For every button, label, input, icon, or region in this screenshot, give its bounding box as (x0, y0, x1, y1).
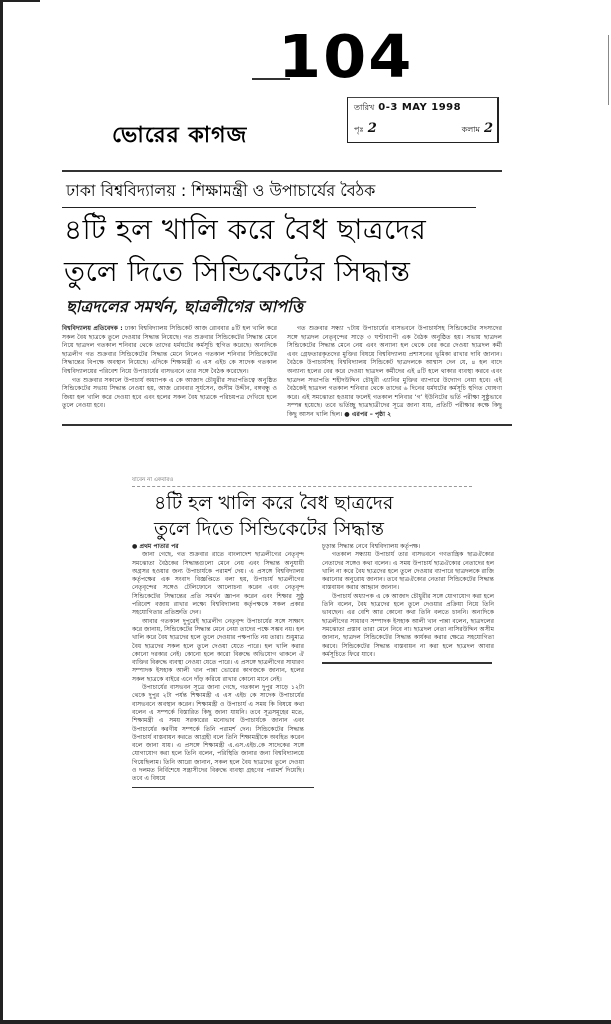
headline-line-1: ৪টি হল খালি করে বৈধ ছাত্রদের (64, 213, 427, 246)
article-bottom-rule (62, 424, 512, 426)
paragraph: গতকাল সন্ধ্যায় উপাচার্য তার বাসভবনে গণতান্ত্রিক ছাত্রঐক্যের নেতাদের সঙ্গেও কথা বলেন। এ সময় উপাচার্য ছাত্রঐক্যের নেতাদের হল খালি না করে বৈধ ছাত্রদের হলে তুলে দেওয়ার ব্যাপারে ছাত্রদলকে রাজি করানোর অনুরোধ জানান। তবে ছাত্রঐক্যের নেতারা সিন্ডিকেটের সিদ্ধান্ত বাস্তবায়ন করার আহ্বান জানান। (322, 551, 494, 592)
paragraph: উপাচার্যের বাসভবন সূত্রে জানা গেছে, গতকাল দুপুর সাড়ে ১২টা থেকে দুপুর ২টা পর্যন্ত শিক্ষামন্ত্রী এ এস এইচ কে সাদেক উপাচার্যের বাসভবনে অবস্থান করেন। শিক্ষামন্ত্রী ও উপাচার্য এ সময় কি বিষয়ে কথা বলেন এ সম্পর্কে বিস্তারিত কিছু জানা যায়নি। তবে সূত্রসমূহের মতে, শিক্ষামন্ত্রী এ সময় সরকারের মনোভাব উপাচার্যকে জানান এবং উপাচার্যের করণীয় সম্পর্কে তিনি পরামর্শ দেন। সিন্ডিকেটের সিদ্ধান্ত উপাচার্য বাস্তবায়ন করতে আগ্রহী বলে তিনি শিক্ষামন্ত্রীকে অবহিত করেন বলে জানা যায়। এ প্রসঙ্গে শিক্ষামন্ত্রী এ.এস.এইচ.কে সাদেকের সঙ্গে যোগাযোগ করা হলে তিনি বলেন, পরিস্থিতি জানার জন্য বিশ্ববিদ্যালয়ে গিয়েছিলাম। তিনি আরো জানান, সকল হলে বৈধ ছাত্রদের তুলে দেওয়া ও দলমত নির্বিশেষে সন্ত্রাসীদের বিরুদ্ধে ব্যবস্থা গ্রহণের পরামর্শ দিয়েছি। তবে এ বিষয়ে (132, 684, 304, 783)
article-column-right (287, 325, 502, 420)
paragraph: গত শুক্রবার সকালে উপাচার্য অধ্যাপক এ কে আজাদ চৌধুরীর সভাপতিত্বে অনুষ্ঠিত সিন্ডিকেটের সভায় সিদ্ধান্ত নেওয়া হয়, আজ রোববার সূর্যসেন, জসীম উদ্দীন, বঙ্গবন্ধু ও জিয়া হল খালি করে দেওয়া হবে এবং হলের সকল বৈধ ছাত্রকে পরিচয়পত্র দেখিয়ে হলে তুলে নেওয়া হবে। (62, 376, 277, 410)
paragraph (62, 325, 277, 377)
scan-border-top (0, 0, 40, 2)
stamp-page-value: 2 (367, 121, 377, 136)
paragraph-text: ঢাকা বিশ্ববিদ্যালয় সিন্ডিকেট আজ রোববার ৪টি হল খালি করে সকল বৈধ ছাত্রকে তুলে দেওয়ার সিদ্ধান্ত নিয়েছে। গত শুক্রবার সিন্ডিকেটের সিদ্ধান্ত মেনে নিয়ে ছাত্রদল গতকাল শনিবার থেকে তাদের ধর্মঘটের কর্মসূচি স্থগিত করেছে। অন্যদিকে ছাত্রলীগ গত শুক্রবার সিন্ডিকেটের সিদ্ধান্ত মেনে নিলেও গতকাল শনিবার সিন্ডিকেটের সিদ্ধান্তের বিপক্ষে অবস্থান নিয়েছে। এদিকে শিক্ষামন্ত্রী এ এস এইচ কে সাদেক গতকাল বিশ্ববিদ্যালয়ের পরিবেশ নিয়ে উপাচার্যের বাসভবনে তার সঙ্গে বৈঠক করেছেন। (62, 325, 277, 375)
paragraph-text: গত শুক্রবার সন্ধ্যা ৭টায় উপাচার্যের বাসভবনে উপাচার্যসহ সিন্ডিকেটের সদস্যদের সঙ্গে ছাত্রদল নেতৃবৃন্দের সাড়ে ৩ ঘণ্টাব্যাপী এক বৈঠক অনুষ্ঠিত হয়। সভায় ছাত্রদল সিন্ডিকেটের সিদ্ধান্ত মেনে নেয় এবং অন্যান্য হল থেকে বের করে দেওয়া ছাত্রদল কর্মী এবং গ্রেফতারকৃতদের মুক্তির বিষয়ে বিশ্ববিদ্যালয় প্রশাসনের ভূমিকা রাখার দাবি জানান। বৈঠকে উপাচার্যসহ বিশ্ববিদ্যালয় সিন্ডিকেট ছাত্রদলকে আশ্বাস দেন যে, ৪ হল বাদে অন্যান্য হলের বের করে দেওয়া ছাত্রদল কর্মীদের এই ৪টি হলে থাকার ব্যবস্থা করবে এবং ছাত্রদল সভাপতি শহীদউদ্দিন চৌধুরী এ্যানির মুক্তির ব্যাপারে উদ্যোগ নেয়া হবে। এই বৈঠকেই ছাত্রদল গতকাল শনিবার থেকে তাদের ৬ দিনের ধর্মঘটের কর্মসূচি স্থগিত ঘোষণা করে। এই সমঝোতা হওয়ার ফলেই গতকাল শনিবার ‘গ’ ইউনিটের ভর্তি পরীক্ষা সুষ্ঠুভাবে সম্পন্ন হয়েছে। তবে ভর্তিচ্ছু ছাত্রছাত্রীদের সূত্রে জানা যায়, প্রতিটি পরীক্ষার কক্ষে কিছু কিছু আসন খালি ছিল। (287, 325, 502, 418)
article-column-left (62, 325, 277, 420)
stamp-page-label: পৃঃ (354, 125, 364, 134)
scan-border-right (608, 35, 609, 105)
article-kicker: ঢাকা বিশ্ববিদ্যালয় : শিক্ষামন্ত্রী ও উপাচার্যের বৈঠক (62, 172, 476, 208)
paragraph (287, 325, 502, 420)
stamp-date-label: তারিখ (354, 103, 375, 112)
continuation-column-right-wrap (322, 543, 494, 788)
stamp-column-value: 2 (483, 121, 493, 136)
stamp-date-value: 0-3 MAY 1998 (378, 102, 462, 113)
newspaper-masthead: ভোরের কাগজ (112, 122, 248, 148)
article-front-page (62, 170, 512, 426)
continuation-headline-line-1: ৪টি হল খালি করে বৈধ ছাত্রদের (154, 492, 394, 514)
continuation-left-bottom-rule (132, 787, 314, 789)
paragraph: চূড়ান্ত সিদ্ধান্ত নেবে বিশ্ববিদ্যালয় কর্তৃপক্ষ। (322, 543, 421, 550)
paragraph: জানা গেছে, গত শুক্রবার রাতে বাংলাদেশ ছাত্রলীগের নেতৃবৃন্দ সমঝোতা বৈঠকের সিদ্ধান্তগুলো মেনে নেয় এবং সিদ্ধান্ত অনুযায়ী অগ্রসর হওয়ার জন্য উপাচার্যকে পরামর্শ দেয়। এ প্রসঙ্গে বিশ্ববিদ্যালয় কর্তৃপক্ষের এক সংবাদ বিজ্ঞপ্তিতে বলা হয়, উপাচার্য ছাত্রলীগের নেতৃবৃন্দের সঙ্গেও টেলিফোনে আলোচনা করেন এবং নেতৃবৃন্দ সিন্ডিকেটের সিদ্ধান্তের প্রতি সমর্থন জ্ঞাপন করেন এবং শিক্ষার সুষ্ঠু পরিবেশ বজায় রাখার লক্ষ্যে বিশ্ববিদ্যালয় কর্তৃপক্ষকে সকল প্রকার সহযোগিতার প্রতিশ্রুতি দেন। (132, 551, 304, 617)
stamp-column-label: কলাম (461, 125, 480, 134)
article-columns (62, 325, 512, 420)
continuation-columns (132, 543, 494, 788)
article-continuation (132, 477, 494, 788)
handwritten-page-number: 104 (278, 21, 414, 92)
continuation-right-bottom-rule (322, 662, 492, 664)
paragraph: আবার গতকাল দুপুরেই ছাত্রলীগ নেতৃবৃন্দ উপাচার্যের সঙ্গে সাক্ষাৎ করে জানায়, সিন্ডিকেটের সিদ্ধান্ত মেনে নেয়া তাদের পক্ষে সম্ভব নয়। হল খালি করে বৈধ ছাত্রদের হলে তুলে দেওয়ার পক্ষপাতি নয় তারা। শুধুমাত্র বৈধ ছাত্রদের সকল হলে তুলে দেওয়া যেতে পারে। হল খালি করার কোনো দরকার নেই। কোনো হলে কারো বিরুদ্ধে অভিযোগ থাকলে ঐ ব্যক্তির বিরুদ্ধে ব্যবস্থা নেওয়া যেতে পারে। এ প্রসঙ্গে ছাত্রলীগের সাধারণ সম্পাদক ইসহাক আলী খান পান্না ভোরের কাগজকে জানান, হলের সকল ছাত্রকে বাইরে এনে দাঁড় করিয়ে রাখার কোনো মানে নেই। (132, 617, 304, 683)
scan-border-left (0, 0, 3, 1024)
continuation-top-line: যাবেন না একবারও (132, 477, 472, 487)
paragraph: উপাচার্য অধ্যাপক এ কে আজাদ চৌধুরীর সঙ্গে যোগাযোগ করা হলে তিনি বলেন, বৈধ ছাত্রদের হলে তুলে দেওয়ার প্রক্রিয়া নিয়ে তিনি ভাবছেন। এর বেশি আর কোনো কথা তিনি বলতে চাননি। অন্যদিকে ছাত্রলীগের সাধারণ সম্পাদক ইসহাক আলী খান পান্না বলেন, ছাত্রদলের সমঝোতা প্রস্তাব তারা মেনে নিবে না। ছাত্রদল নেতা নাসিরউদ্দিন অসীম জানান, ছাত্রদল সিন্ডিকেটের সিদ্ধান্ত কার্যকর করার ক্ষেত্রে সহযোগিতা করবে। সিন্ডিকেটের সিদ্ধান্ত বাস্তবায়ন না করা হলে ছাত্রদল আবার কর্মসূচিতে ফিরে যাবে। (322, 592, 494, 658)
article-subhead: ছাত্রদলের সমর্থন, ছাত্রলীগের আপত্তি (66, 297, 304, 316)
stamp-page-row (354, 121, 493, 140)
continuation-headline-line-2: তুলে দিতে সিন্ডিকেটের সিদ্ধান্ত (154, 518, 384, 540)
scan-border-bottom (0, 1020, 611, 1024)
stamp-date-row (354, 102, 493, 121)
continued-from-label: ● প্রথম পাতার পর (132, 543, 179, 550)
continuation-column-left (132, 543, 304, 784)
continuation-column-left-wrap (132, 543, 314, 788)
archive-stamp (347, 97, 499, 143)
byline: বিশ্ববিদ্যালয় প্রতিবেদক : (62, 325, 123, 332)
continuation-column-right (322, 543, 494, 659)
headline-line-2: তুলে দিতে সিন্ডিকেটের সিদ্ধান্ত (64, 255, 411, 288)
continued-label: ● এরপর – পৃষ্ঠা ২ (344, 410, 392, 418)
